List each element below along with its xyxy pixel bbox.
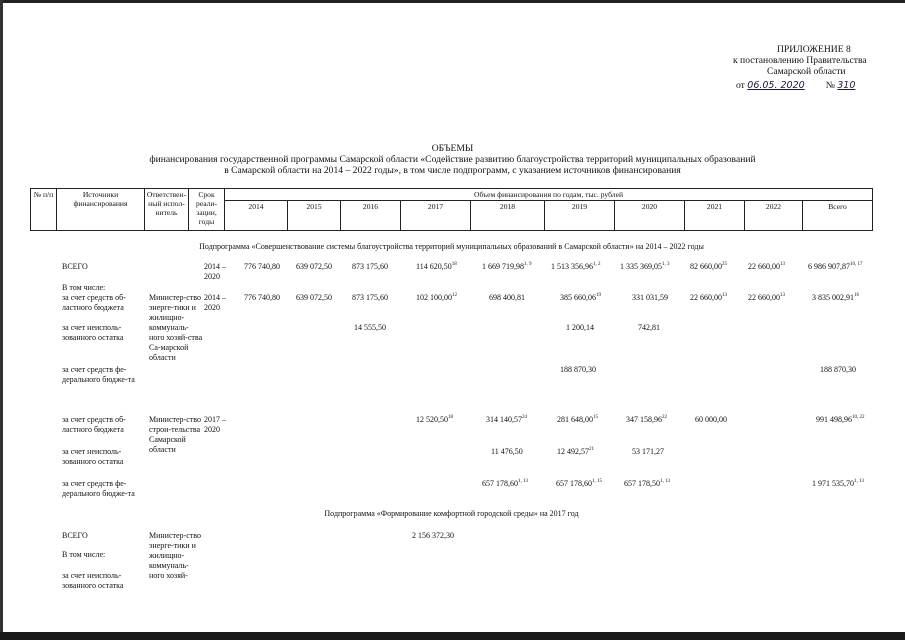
row-total-sum: 6 986 907,87$^{10, 17}$ (808, 262, 863, 271)
row-federal1-label: за счет средств фе-дерального бюдже-та (62, 365, 135, 384)
row-regional1-2022: 22 660,00$^{13}$ (748, 293, 785, 302)
section2-title: Подпрограмма «Формирование комфортной городской среды» на 2017 год (324, 509, 579, 518)
row-total-2018: 1 669 719,98$^{1, 9}$ (482, 262, 532, 271)
row-federal2-2018: 657 178,60$^{1, 13}$ (482, 479, 528, 488)
row-regional2-2020: 347 158,96$^{22}$ (626, 415, 667, 424)
scan-edge-left (0, 0, 3, 640)
row-unused2-2018: 11 476,50 (491, 447, 523, 456)
row-including-label: В том числе: (62, 283, 106, 292)
header-source: Источники финансирования (73, 190, 128, 208)
row-regional2-2017: 12 520,50$^{18}$ (416, 415, 453, 424)
header-year-2014: 2014 (248, 202, 264, 211)
appendix-title: ПРИЛОЖЕНИЕ 8 (777, 44, 851, 55)
header-year-2016: 2016 (362, 202, 379, 211)
number-prefix: № (825, 80, 835, 91)
header-year-2018: 2018 (499, 202, 516, 211)
row-total2-responsible: Министер-ство энерге-тики и жилищно-коммуналь-ного хозяй- (149, 531, 201, 580)
row-federal2-label: за счет средств фе-дерального бюдже-та (62, 479, 135, 498)
row-total2-2017: 2 156 372,30 (412, 531, 454, 540)
header-year-total: Всего (828, 202, 847, 211)
row-total-2022: 22 660,00$^{13}$ (748, 262, 785, 271)
row-total-2015: 639 072,50 (296, 262, 332, 271)
row-regional2-term: 2017 – 2020 (204, 415, 226, 434)
number-value: 310 (837, 80, 856, 91)
row-regional1-2018: 698 400,81 (489, 293, 525, 302)
header-year-2019: 2019 (571, 202, 588, 211)
row-unused2-label: за счет неисполь-зованного остатка (62, 447, 124, 466)
row-regional1-responsible: Министер-ство энерге-тики и жилищно-коммуналь-ного хозяй-ства Са-марской области (149, 293, 203, 362)
header-num: № п/п (33, 190, 54, 199)
row-regional1-term: 2014 – 2020 (204, 293, 226, 312)
row-federal2-sum: 1 971 535,70$^{1, 13}$ (812, 479, 864, 488)
row-regional2-sum: 991 498,96$^{10, 22}$ (816, 415, 865, 424)
row-unused1-2016: 14 555,50 (354, 323, 386, 332)
row-total-2021: 82 660,00$^{25}$ (690, 262, 727, 271)
row-federal2-2020: 657 178,50$^{1, 13}$ (624, 479, 670, 488)
header-volume: Объем финансирования по годам, тыс. рублей (473, 190, 624, 199)
appendix-line2: Самарской области (767, 66, 846, 77)
row-total-2014: 776 740,80 (244, 262, 280, 271)
row-regional1-2017: 102 100,00$^{12}$ (416, 293, 457, 302)
row-unused1-2019: 1 200,14 (566, 323, 594, 332)
row-regional1-2015: 639 072,50 (296, 293, 332, 302)
date-value: 06.05. 2020 (747, 80, 805, 91)
row-regional2-2019: 281 648,00$^{15}$ (557, 415, 598, 424)
row-total-2016: 873 175,60 (352, 262, 388, 271)
row-regional1-label: за счет средств об-ластного бюджета (62, 293, 126, 312)
row-regional1-2019: 385 660,06$^{19}$ (560, 293, 601, 302)
header-term: Срок реали-зации, годы (195, 190, 218, 226)
row-regional2-2021: 60 000,00 (695, 415, 727, 424)
row-regional1-2016: 873 175,60 (352, 293, 388, 302)
row-federal1-sum: 188 870,30 (820, 365, 856, 374)
row-total2-label: ВСЕГО (62, 531, 88, 540)
row-total-2019: 1 513 356,96$^{1, 2}$ (551, 262, 601, 271)
document-subtitle-line2: в Самарской области на 2014 – 2022 годы», в том числе подпрограмм, с указанием источников финансирования (224, 165, 681, 176)
header-year-2017: 2017 (427, 202, 444, 211)
row-unused1-label: за счет неисполь-зованного остатка (62, 323, 124, 342)
row-total-term: 2014 – 2020 (204, 262, 226, 281)
document-subtitle-line1: финансирования государственной программы Самарской области «Содействие развитию благоустройства территорий муниципальных образований (149, 154, 756, 165)
document-title: ОБЪЕМЫ (431, 143, 474, 154)
row-federal1-2019: 188 870,30 (560, 365, 596, 374)
row-federal2-2019: 657 178,60$^{1, 15}$ (556, 479, 602, 488)
header-year-2022: 2022 (765, 202, 782, 211)
header-year-2015: 2015 (306, 202, 322, 211)
row-regional2-responsible: Министер-ство строи-тельства Самарской области (149, 415, 201, 454)
row-regional1-2020: 331 031,59 (632, 293, 668, 302)
header-responsible: Ответствен-ный испол-нитель (146, 190, 187, 217)
row-regional1-2021: 22 660,00$^{13}$ (690, 293, 727, 302)
row-regional1-sum: 3 835 002,91$^{16}$ (812, 293, 859, 302)
row-unused1-2020: 742,81 (638, 323, 660, 332)
row-including2-label: В том числе: (62, 550, 106, 559)
row-total-2017: 114 620,50$^{18}$ (416, 262, 457, 271)
row-unused2-2020: 53 171,27 (632, 447, 664, 456)
appendix-line1: к постановлению Правительства (733, 55, 867, 66)
scan-edge-bottom (0, 632, 905, 640)
row-regional2-2018: 314 140,57$^{24}$ (486, 415, 527, 424)
row-regional1-2014: 776 740,80 (244, 293, 280, 302)
appendix-date-row (736, 80, 855, 91)
row-unused3-label: за счет неисполь-зованного остатка (62, 571, 124, 590)
row-regional2-label: за счет средств об-ластного бюджета (62, 415, 126, 434)
section1-title: Подпрограмма «Совершенствование системы благоустройства территорий муниципальных образований в Самарской области» на 2014 – 2022 годы (199, 242, 704, 251)
scan-edge-top (0, 0, 905, 3)
row-total-2020: 1 335 369,05$^{1, 3}$ (620, 262, 670, 271)
date-prefix: от (736, 80, 745, 91)
row-unused2-2019: 12 492,57$^{21}$ (557, 447, 594, 456)
row-total-label: ВСЕГО (62, 262, 88, 271)
header-year-2020: 2020 (641, 202, 658, 211)
header-year-2021: 2021 (706, 202, 723, 211)
